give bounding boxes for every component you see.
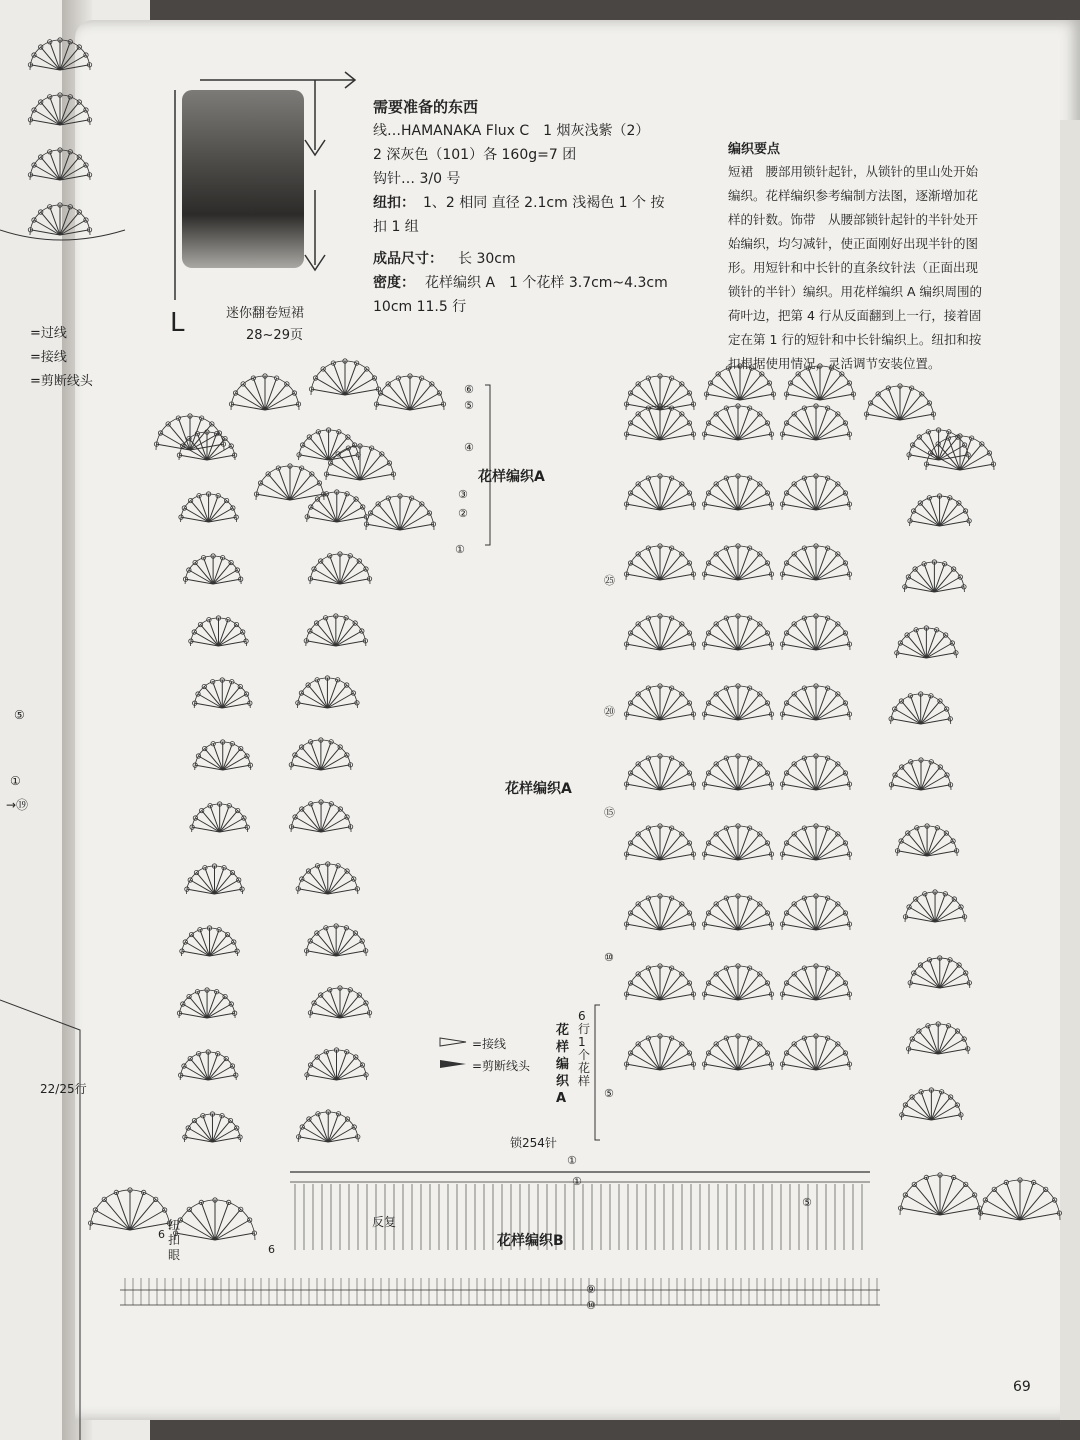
ruffle-fan — [900, 1088, 963, 1120]
left-page-fan — [28, 93, 91, 125]
grid-fan — [624, 754, 695, 790]
row-mark: ① — [572, 1175, 582, 1188]
points-line: 扣根据使用情况，灵活调节安装位置。 — [728, 356, 941, 371]
points-heading: 编织要点 — [728, 142, 781, 157]
join-marker-icon — [440, 1038, 466, 1046]
ruffle-fan — [179, 492, 239, 522]
row-mark: ① — [455, 543, 465, 556]
photo-caption: 迷你翻卷短裙 — [226, 306, 305, 321]
materials-button-label: 纽扣： — [373, 195, 415, 211]
bottom-fan — [978, 1178, 1061, 1220]
grid-fan — [780, 614, 851, 650]
grid-fan — [780, 1034, 851, 1070]
ruffle-row-count: 6 — [268, 1243, 275, 1256]
grid-fan — [780, 964, 851, 1000]
left-legend-cut: =剪断线头 — [30, 374, 93, 389]
pattern-fan — [296, 1110, 359, 1142]
photo-page-ref: 28~29页 — [246, 328, 303, 343]
bottom-fan — [88, 1188, 171, 1230]
row-mark: ⑤ — [464, 399, 474, 412]
grid-fan — [780, 684, 851, 720]
grid-fan — [624, 964, 695, 1000]
grid-fan — [780, 754, 851, 790]
pattern-fan — [289, 738, 352, 770]
grid-fan — [780, 474, 851, 510]
ruffle-fan — [889, 758, 952, 790]
left-legend-pass: =过线 — [30, 326, 67, 341]
ruffle-fan — [908, 956, 971, 988]
legend-cut: =剪断线头 — [472, 1059, 531, 1073]
pattern-fan — [304, 614, 367, 646]
ruffle-fan — [895, 626, 958, 658]
top-fan — [624, 374, 695, 410]
pattern-fan — [289, 800, 352, 832]
grid-fan — [702, 684, 773, 720]
repeat-label: 反复 — [372, 1215, 397, 1229]
points-line: 荷叶边，把第 4 行从反面翻到上一行，接着固 — [728, 308, 982, 323]
top-fan — [784, 364, 855, 400]
grid-fan — [702, 614, 773, 650]
left-legend-join: =接线 — [30, 350, 67, 365]
grid-fan — [702, 404, 773, 440]
materials-gauge: 10cm 11.5 行 — [373, 299, 467, 315]
left-page-fan — [28, 38, 91, 70]
left-page-fan — [28, 203, 91, 235]
top-fan — [704, 364, 775, 400]
grid-fan — [624, 824, 695, 860]
points-line: 编织。花样编织参考编制方法图，逐渐增加花 — [728, 188, 979, 203]
grid-fan — [780, 894, 851, 930]
row-mark: ② — [458, 507, 468, 520]
points-line: 短裙 腰部用锁针起针，从锁针的里山处开始 — [728, 164, 979, 179]
pattern-a-label: 花样编织A — [505, 781, 572, 797]
pattern-fan — [308, 986, 371, 1018]
dimension-arrow — [305, 190, 325, 270]
materials-heading: 需要准备的东西 — [373, 98, 479, 116]
size-letter: L — [170, 308, 185, 338]
grid-fan — [780, 404, 851, 440]
row-mark: ⑮ — [604, 806, 615, 819]
row-repeat-label: 6行1个花样 — [578, 1009, 591, 1088]
grid-fan — [702, 754, 773, 790]
left-row-mark: →⑲ — [6, 798, 29, 812]
grid-fan — [624, 1034, 695, 1070]
row-mark: ⑥ — [464, 383, 474, 396]
row-mark: ① — [567, 1154, 577, 1167]
materials-button: 1、2 相同 直径 2.1cm 浅褐色 1 个 按 — [423, 195, 665, 211]
row-mark: ⑳ — [604, 705, 615, 718]
ruffle-fan — [185, 864, 245, 894]
vertical-pattern-label: 花样编织A — [556, 1023, 570, 1106]
row-mark: ⑤ — [802, 1196, 812, 1209]
top-fan — [309, 359, 380, 395]
materials-yarn: 线…HAMANAKA Flux C 1 烟灰浅紫（2） — [373, 123, 650, 139]
left-page-outline — [0, 1000, 80, 1440]
points-line: 样的针数。饰带 从腰部锁针起针的半针处开 — [728, 212, 979, 227]
grid-fan — [780, 544, 851, 580]
dimension-arrow — [200, 72, 355, 88]
points-line: 形。用短针和中长针的直条纹针法（正面出现 — [728, 260, 979, 275]
row-mark: ⑩ — [604, 951, 614, 964]
grid-fan — [702, 824, 773, 860]
points-line: 始编织，均匀减针，使正面刚好出现半针的图 — [728, 236, 979, 251]
top-fan — [364, 494, 435, 530]
row-mark: ⑤ — [604, 1087, 614, 1100]
bottom-fan — [173, 1198, 256, 1240]
points-line: 锁针的半针）编织。用花样编织 A 编织周围的 — [728, 284, 982, 299]
left-side-label: 22/25行 — [40, 1082, 87, 1096]
ruffle-fan — [889, 692, 952, 724]
pattern-fan — [305, 1048, 368, 1080]
pattern-fan — [296, 676, 359, 708]
dimension-arrow — [305, 80, 325, 155]
pattern-a-label: 花样编织A — [478, 469, 545, 485]
ruffle-fan — [903, 890, 966, 922]
points-line: 定在第 1 行的短针和中长针编织上。纽扣和按 — [728, 332, 982, 347]
ruffle-fan — [178, 1050, 238, 1080]
top-fan — [229, 374, 300, 410]
grid-fan — [624, 474, 695, 510]
row-mark: ⑨ — [586, 1283, 596, 1296]
row-bracket — [595, 1005, 600, 1140]
buttonhole-label: 纽扣眼 — [168, 1218, 181, 1262]
ruffle-fan — [189, 616, 249, 646]
ruffle-row-count: 6 — [158, 1228, 165, 1241]
ruffle-fan — [180, 926, 240, 956]
ruffle-fan — [903, 560, 966, 592]
grid-fan — [624, 684, 695, 720]
pattern-b-label: 花样编织B — [497, 1233, 564, 1249]
legend-join: =接线 — [472, 1037, 507, 1051]
row-bracket — [485, 385, 490, 545]
grid-fan — [702, 964, 773, 1000]
grid-fan — [780, 824, 851, 860]
grid-fan — [702, 894, 773, 930]
left-row-mark: ⑤ — [14, 708, 25, 722]
grid-fan — [624, 614, 695, 650]
page-number: 69 — [1013, 1379, 1031, 1395]
left-page-fan — [28, 148, 91, 180]
top-fan — [324, 444, 395, 480]
grid-fan — [702, 474, 773, 510]
ruffle-fan — [190, 802, 250, 832]
row-mark: ④ — [464, 441, 474, 454]
top-fan — [924, 434, 995, 470]
materials-button: 扣 1 组 — [373, 219, 419, 235]
ruffle-fan — [192, 678, 252, 708]
materials-hook: 钩针… 3/0 号 — [373, 171, 461, 187]
ruffle-fan — [895, 824, 958, 856]
grid-fan — [702, 544, 773, 580]
top-fan — [374, 374, 445, 410]
materials-gauge: 花样编织 A 1 个花样 3.7cm~4.3cm — [425, 275, 668, 291]
materials-yarn: 2 深灰色（101）各 160g=7 团 — [373, 147, 577, 163]
grid-fan — [624, 544, 695, 580]
row-mark: ㉕ — [604, 574, 615, 587]
ruffle-fan — [183, 554, 243, 584]
grid-fan — [624, 894, 695, 930]
ruffle-fan — [183, 1112, 243, 1142]
left-row-mark: ① — [10, 774, 21, 788]
top-fan — [864, 384, 935, 420]
pattern-fan — [308, 552, 371, 584]
ruffle-fan — [193, 740, 253, 770]
bottom-fan — [898, 1173, 981, 1215]
ruffle-fan — [177, 988, 237, 1018]
materials-gauge-label: 密度： — [373, 275, 415, 291]
ruffle-fan — [906, 1022, 969, 1054]
pattern-fan — [296, 862, 359, 894]
chain-count-label: 锁254针 — [510, 1136, 557, 1150]
ruffle-fan — [908, 494, 971, 526]
row-mark: ③ — [458, 488, 468, 501]
pattern-fan — [305, 490, 368, 522]
grid-fan — [702, 1034, 773, 1070]
top-fan — [254, 464, 325, 500]
pattern-fan — [304, 924, 367, 956]
materials-size-label: 成品尺寸： — [373, 251, 443, 267]
materials-size: 长 30cm — [458, 251, 516, 267]
row-mark: ⑩ — [586, 1299, 596, 1312]
cut-marker-icon — [440, 1060, 466, 1068]
